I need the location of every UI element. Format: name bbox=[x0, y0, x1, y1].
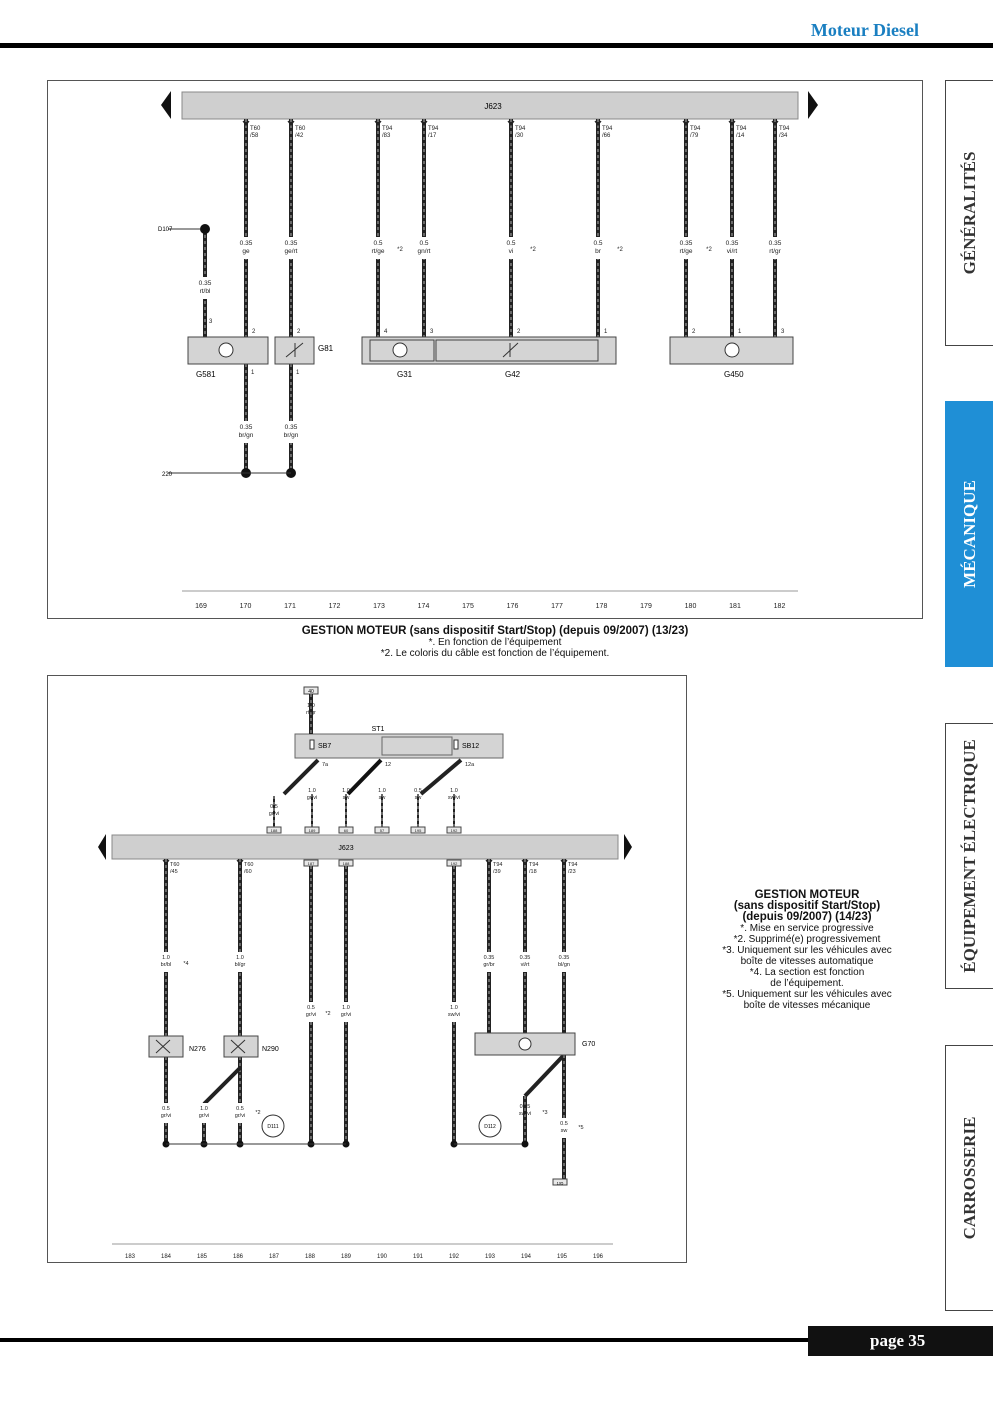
wire-label: 1.0 bbox=[162, 955, 170, 961]
wire-label: T94 bbox=[428, 126, 439, 132]
wire-label: 184 bbox=[160, 1254, 172, 1260]
caption-14-line: de l’équipement. bbox=[770, 978, 844, 989]
arrow-right-icon bbox=[624, 834, 632, 860]
wire-label: /17 bbox=[428, 133, 437, 139]
wire-label: *2 bbox=[617, 247, 623, 253]
wire-label: 0.35 bbox=[284, 424, 298, 431]
wire-label: 1 bbox=[251, 370, 255, 376]
wire-label: 1.0 bbox=[308, 788, 316, 794]
wire-label: *3 bbox=[542, 1110, 548, 1116]
tab-mecanique[interactable] bbox=[945, 401, 993, 667]
caption-14-line: *4. La section est fonction bbox=[749, 967, 865, 978]
wire-label: 191 bbox=[412, 1254, 424, 1260]
wire-label: 181 bbox=[729, 603, 741, 610]
wire-label: br/gn bbox=[238, 432, 254, 439]
wire-label: 182 bbox=[773, 603, 786, 610]
wire-label: 188 bbox=[342, 861, 350, 866]
wire-label: 0.35 bbox=[768, 240, 782, 247]
wire-label: 2 bbox=[297, 329, 301, 335]
wire-label: T60 bbox=[244, 862, 254, 868]
footer-rule bbox=[0, 1338, 808, 1342]
comp-label-g581: G581 bbox=[196, 370, 216, 379]
caption-14-line: *5. Uniquement sur les véhicules avec bbox=[722, 989, 892, 1000]
wire-label: 177 bbox=[551, 603, 563, 610]
fuse-label-sb7: SB7 bbox=[318, 743, 332, 750]
bottom-ref: 195 bbox=[556, 1180, 564, 1186]
wire-label: /42 bbox=[295, 133, 304, 139]
wire-label: 2 bbox=[252, 329, 256, 335]
wire-label: 1.0 bbox=[342, 1005, 350, 1011]
wire-label: 173 bbox=[373, 603, 385, 610]
wire-label: 185 bbox=[196, 1254, 208, 1260]
wire-label: sw/vi bbox=[447, 1012, 461, 1018]
wire-label: 0.5 bbox=[506, 240, 516, 247]
wire-label: gr/vi bbox=[268, 811, 280, 817]
tab-generalites[interactable] bbox=[945, 80, 993, 346]
wire-label: 1.0 bbox=[450, 788, 458, 794]
wire-label: 0.35 bbox=[239, 424, 253, 431]
wire-label: T60 bbox=[250, 126, 261, 132]
wire-label: /45 bbox=[170, 869, 178, 875]
page-number-label: page 35 bbox=[870, 1331, 926, 1350]
comp-label-g31: G31 bbox=[397, 370, 413, 379]
wire-label: 170 bbox=[239, 603, 252, 610]
tab-label: GÉNÉRALITÉS bbox=[960, 151, 979, 275]
wire-label: 60 bbox=[343, 828, 349, 833]
wire-label: ge/rt bbox=[284, 248, 298, 255]
wire-label: /58 bbox=[250, 133, 259, 139]
wire-label: /18 bbox=[529, 869, 537, 875]
wire-label: 1.0 bbox=[378, 788, 386, 794]
wire-label: rt/gr bbox=[306, 710, 316, 716]
caption-14-title: (depuis 09/2007) (14/23) bbox=[742, 911, 872, 923]
wire-label: 0.5 bbox=[414, 788, 422, 794]
wire-label: 0.35 bbox=[284, 240, 298, 247]
caption-13-title: GESTION MOTEUR (sans dispositif Start/Stop) (depuis 09/2007) (13/23) bbox=[301, 625, 689, 637]
wire-label: /79 bbox=[690, 133, 699, 139]
wire-label: 0.35 bbox=[239, 240, 253, 247]
wire-label: 4 bbox=[384, 329, 388, 335]
wire-label: sw bbox=[342, 795, 350, 801]
wire-label: 183 bbox=[124, 1254, 136, 1260]
wire-label: 12 bbox=[385, 762, 392, 768]
header-rule bbox=[0, 43, 993, 48]
wire-label: 171 bbox=[284, 603, 296, 610]
wire-label: gr/vi bbox=[198, 1113, 210, 1119]
wires bbox=[160, 694, 568, 1179]
wire-label: vi/rt bbox=[726, 248, 738, 255]
wire-label: sw bbox=[378, 795, 386, 801]
comp-label-g42: G42 bbox=[505, 370, 521, 379]
wire-label: 189 bbox=[308, 828, 316, 833]
wiring-diagram-13-svg bbox=[48, 81, 922, 618]
wire-label: 186 bbox=[232, 1254, 244, 1260]
wire-label: /34 bbox=[779, 133, 788, 139]
caption-14-line: *. Mise en service progressive bbox=[740, 923, 874, 934]
wire-label: gr/vi bbox=[160, 1113, 172, 1119]
wire-label: T94 bbox=[779, 126, 790, 132]
tab-label: MÉCANIQUE bbox=[960, 480, 979, 588]
wire-label: 180 bbox=[684, 603, 697, 610]
caption-14-line: *3. Uniquement sur les véhicules avec bbox=[722, 945, 892, 956]
wire-label: 178 bbox=[595, 603, 608, 610]
caption-14-line: boîte de vitesses automatique bbox=[740, 956, 874, 967]
wire-label: 1.0 bbox=[342, 788, 350, 794]
caption-14-line: *2. Supprimé(e) progressivement bbox=[733, 934, 881, 945]
wire-label: 196 bbox=[592, 1254, 604, 1260]
caption-14-line: boîte de vitesses mécanique bbox=[743, 1000, 871, 1011]
wire-label: 1.0 bbox=[307, 703, 315, 709]
wire-label: T60 bbox=[170, 862, 180, 868]
wire-labels bbox=[191, 126, 790, 443]
wire-label: 1.0 bbox=[200, 1106, 208, 1112]
sensor-icon bbox=[393, 343, 407, 357]
caption-14-title: (sans dispositif Start/Stop) bbox=[733, 900, 881, 912]
comp-label-n276: N276 bbox=[189, 1046, 206, 1053]
wire-label: 0.5 bbox=[560, 1121, 568, 1127]
wire bbox=[525, 1055, 564, 1096]
comp-label-g81: G81 bbox=[318, 344, 334, 353]
wire-label: sw bbox=[414, 795, 422, 801]
wire-label: rt/ge bbox=[679, 248, 693, 255]
wire-label: *5 bbox=[578, 1125, 584, 1131]
fuse-label-sb12: SB12 bbox=[462, 743, 480, 750]
wire-label: 0.5 bbox=[236, 1106, 244, 1112]
wire-label: 0.35 bbox=[198, 280, 212, 287]
wire-label: 1.0 bbox=[236, 955, 244, 961]
wire-label: 0.5 bbox=[373, 240, 383, 247]
wire-label: 179 bbox=[640, 603, 652, 610]
wire-label: T94 bbox=[736, 126, 747, 132]
wire-label: 3 bbox=[430, 329, 434, 335]
wire-label: br/gn bbox=[283, 432, 299, 439]
tab-carrosserie[interactable] bbox=[945, 1045, 993, 1311]
caption-13 bbox=[200, 626, 790, 659]
wire-label: rt/ge bbox=[371, 248, 385, 255]
section-title: Moteur Diesel bbox=[810, 20, 919, 40]
wire-label: T94 bbox=[515, 126, 526, 132]
wire-label: 190 bbox=[376, 1254, 388, 1260]
wire-label: 0.35 bbox=[483, 955, 495, 961]
wire-label: 169 bbox=[195, 603, 207, 610]
wire-label: 0.5 bbox=[162, 1106, 170, 1112]
wire-label: rt/bl bbox=[199, 288, 211, 295]
label-d112: D112 bbox=[484, 1124, 496, 1130]
arrow-right-icon bbox=[808, 91, 818, 119]
wiring-diagram-13 bbox=[47, 80, 923, 619]
sensor-icon bbox=[519, 1038, 531, 1050]
wire-label: T94 bbox=[602, 126, 613, 132]
wire-label: 0.35 bbox=[679, 240, 693, 247]
wire-label: *2 bbox=[325, 1011, 331, 1017]
sensor-icon bbox=[725, 343, 739, 357]
wire-label: ge bbox=[242, 248, 250, 255]
wire bbox=[204, 1068, 240, 1104]
wire-label: 0.35 bbox=[519, 1104, 531, 1110]
comp-label-n290: N290 bbox=[262, 1046, 279, 1053]
wire-label: br bbox=[595, 248, 601, 255]
fuse-block-label: ST1 bbox=[371, 726, 385, 733]
comp-label-g450: G450 bbox=[724, 370, 744, 379]
caption-14-title: GESTION MOTEUR bbox=[754, 889, 860, 901]
wiring-diagram-14-svg bbox=[48, 676, 686, 1262]
wire-label: gr/vi bbox=[234, 1113, 246, 1119]
tab-equipement-electrique[interactable] bbox=[945, 723, 993, 989]
wire-label: /60 bbox=[244, 869, 252, 875]
comp-label-g70: G70 bbox=[582, 1041, 596, 1048]
wire-label: /23 bbox=[568, 869, 576, 875]
wire-label: *2 bbox=[706, 247, 712, 253]
wire-label: *4 bbox=[183, 961, 189, 967]
wire-label: 172 bbox=[328, 603, 341, 610]
wiring-diagram-14 bbox=[47, 675, 687, 1263]
wire-label: 189 bbox=[340, 1254, 352, 1260]
junction-dot bbox=[200, 224, 210, 234]
wire-label: /83 bbox=[382, 133, 391, 139]
wire-label: 188 bbox=[304, 1254, 316, 1260]
wire-label: T94 bbox=[690, 126, 701, 132]
ref-220: 220 bbox=[162, 472, 173, 478]
caption-13-line: *2. Le coloris du câble est fonction de l’équipement. bbox=[380, 648, 610, 659]
bus-label: J623 bbox=[338, 845, 354, 852]
wire-label: /66 bbox=[602, 133, 611, 139]
wire-label: rt/gr bbox=[769, 248, 781, 255]
bus-label: J623 bbox=[484, 102, 502, 111]
wire-label: 2 bbox=[517, 329, 521, 335]
tab-label: ÉQUIPEMENT ÉLECTRIQUE bbox=[960, 739, 979, 973]
wire-label: 0.35 bbox=[519, 955, 531, 961]
wire-label: 188 bbox=[270, 828, 278, 833]
scale bbox=[195, 603, 785, 610]
wire-label: 2 bbox=[692, 329, 696, 335]
wire-label: br/bl bbox=[160, 962, 172, 968]
wire-label: /14 bbox=[736, 133, 745, 139]
wire-label: 193 bbox=[484, 1254, 496, 1260]
wire-label: 0.5 bbox=[593, 240, 603, 247]
wire-label: 0.5 bbox=[419, 240, 429, 247]
wire-label: T60 bbox=[295, 126, 306, 132]
wire-label: 1.0 bbox=[450, 1005, 458, 1011]
caption-13-line: *. En fonction de l’équipement bbox=[428, 637, 562, 648]
label-d111: D111 bbox=[267, 1124, 279, 1130]
wire-label: 175 bbox=[462, 603, 474, 610]
ref-d107: D107 bbox=[158, 227, 173, 233]
junction-dot bbox=[522, 1141, 529, 1148]
wire-label: sw/vi bbox=[518, 1111, 532, 1117]
wire-label: 0.5 bbox=[270, 804, 278, 810]
wire-label: 187 bbox=[268, 1254, 280, 1260]
scale bbox=[125, 1254, 604, 1260]
wire-label: vi/rt bbox=[520, 962, 530, 968]
wire-label: 7a bbox=[322, 762, 329, 768]
wire-label: sw bbox=[560, 1128, 568, 1134]
wire-label: sw/vi bbox=[447, 795, 461, 801]
wire-label: gr/vi bbox=[340, 1012, 352, 1018]
wire-label: T94 bbox=[568, 862, 578, 868]
wire-label: gr/vi bbox=[305, 1012, 317, 1018]
wire-label: gr/br bbox=[483, 962, 495, 968]
wire-label: T94 bbox=[382, 126, 393, 132]
wire-label: bl/gn bbox=[558, 962, 570, 968]
wire-label: T94 bbox=[493, 862, 503, 868]
wire-label: 176 bbox=[506, 603, 519, 610]
wire-label: *2 bbox=[255, 1110, 261, 1116]
wire-label: 1 bbox=[296, 370, 300, 376]
wire-label: 0.5 bbox=[307, 1005, 315, 1011]
wire-labels bbox=[153, 703, 584, 1138]
wire-label: gr/vi bbox=[306, 795, 318, 801]
wire-label: 0.35 bbox=[558, 955, 570, 961]
wire-label: 57 bbox=[379, 828, 385, 833]
fuse-icon bbox=[310, 740, 314, 749]
bus-bar bbox=[112, 835, 618, 859]
wire-label: 1 bbox=[604, 329, 608, 335]
wire-label: 174 bbox=[417, 603, 430, 610]
wire bbox=[348, 760, 381, 794]
wire-label: 192 bbox=[448, 1254, 460, 1260]
wire-label: 12a bbox=[465, 762, 475, 768]
wire-label: 195 bbox=[556, 1254, 568, 1260]
wire-label: gn/rt bbox=[417, 248, 431, 255]
wire-label: 0.35 bbox=[725, 240, 739, 247]
wire-label: /39 bbox=[493, 869, 501, 875]
wire-label: /30 bbox=[515, 133, 524, 139]
wire-label: 194 bbox=[520, 1254, 532, 1260]
wire-label: vi bbox=[508, 248, 514, 255]
arrow-left-icon bbox=[98, 834, 106, 860]
wire-label: 187 bbox=[307, 861, 315, 866]
wire-label: 3 bbox=[209, 319, 213, 325]
wire-label: 1 bbox=[738, 329, 742, 335]
component-n276 bbox=[149, 1036, 183, 1057]
top-conn-label: 40 bbox=[308, 689, 314, 695]
wire-label: *2 bbox=[397, 247, 403, 253]
wire-label: 192 bbox=[450, 861, 458, 866]
wire-label: 192 bbox=[450, 828, 458, 833]
sensor-icon bbox=[219, 343, 233, 357]
page-number bbox=[808, 1326, 993, 1356]
arrow-left-icon bbox=[161, 91, 171, 119]
tab-label: CARROSSERIE bbox=[960, 1116, 979, 1240]
wire-label: *2 bbox=[530, 247, 536, 253]
component-n290 bbox=[224, 1036, 258, 1057]
wire-label: 195 bbox=[414, 828, 422, 833]
fuse-icon bbox=[454, 740, 458, 749]
caption-14 bbox=[698, 890, 916, 1011]
wire-label: 3 bbox=[781, 329, 785, 335]
wire-label: bl/gr bbox=[234, 962, 246, 968]
wire-label: T94 bbox=[529, 862, 539, 868]
